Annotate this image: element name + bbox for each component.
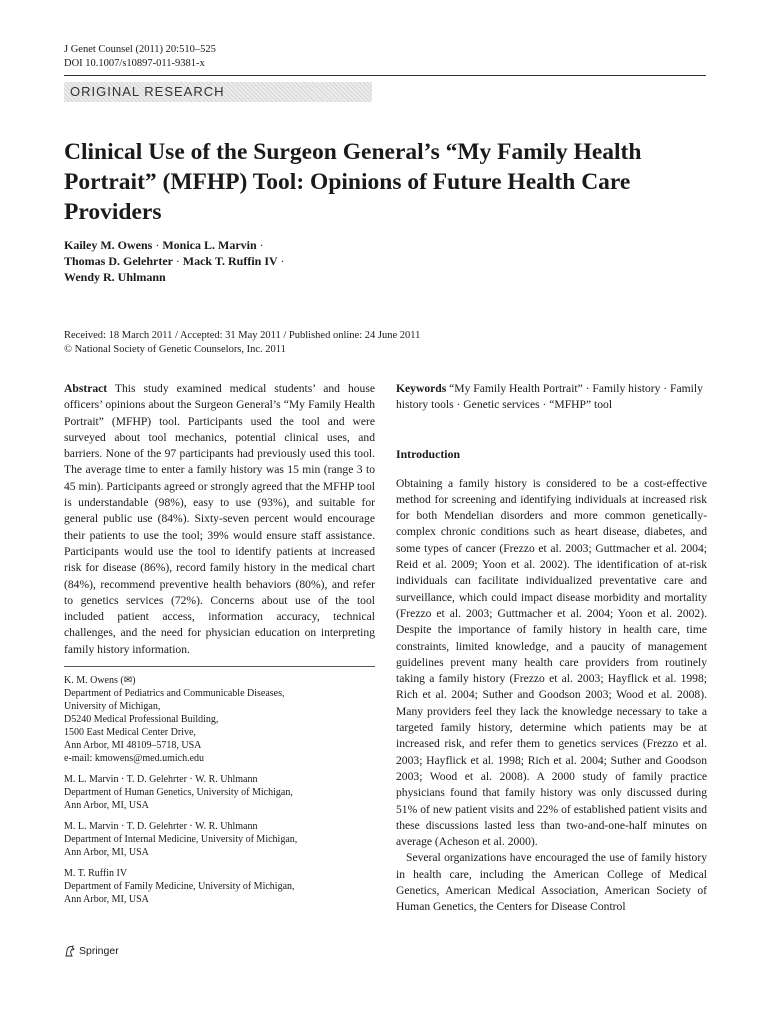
right-column [396,381,707,916]
affiliation-line: University of Michigan, [64,701,161,713]
author-name[interactable]: Thomas D. Gelehrter [64,254,173,268]
introduction-body [396,476,707,916]
affiliation-line: Ann Arbor, MI, USA [64,800,149,812]
abstract-label: Abstract [64,382,108,395]
affiliation-block [64,820,375,859]
introduction-paragraph: Obtaining a family history is considered to be a cost-effective method for screening and identifying individuals at increased risk for both Mendelian disorders and more common genetically-complex chronic conditions such as heart disease, diabetes, and some types of cancer (Frezzo et al. 2003; Guttmacher et al. 2004; Reid et al. 2009; Yoon et al. 2002). The identification of at-risk individuals can facilitate individualized preventative care and surveillance, which could impact disease morbidity and mortality (Frezzo et al. 2003; Guttmacher et al. 2004; Yoon et al. 2002). Despite the importance of family history in health care, time constraints, limited knowledge, and a paucity of management guidelines prevent many health care providers from routinely taking a family history (Frezzo et al. 2003; Hayflick et al. 1998; Rich et al. 2004; Suther and Goodson 2003; Wood et al. 2008). Many providers feel they lack the knowledge necessary to take a targeted family history, determine which patients may be at increased risk, and refer them to genetics services (Frezzo et al. 2003; Hayflick et al. 1998; Rich et al. 2004; Suther and Goodson 2003; Wood et al. 2008). A 2000 study of family practice physicians found that family history was only discussed during 51% of new patient visits and 22% of established patient visits and these discussions lasted less than two-and-one-half minutes on average (Acheson et al. 2000). [396,476,707,849]
abstract [64,381,375,658]
affiliation-line: K. M. Owens (✉) [64,675,136,687]
author-list: Kailey M. Owens · Monica L. Marvin · Thomas D. Gelehrter · Mack T. Ruffin IV · Wendy R. Uhlmann [64,238,285,284]
copyright-line: © National Society of Genetic Counselors, Inc. 2011 [64,344,286,355]
header-rule [64,75,706,76]
article-title: Clinical Use of the Surgeon General’s “My Family Health Portrait” (MFHP) Tool: Opinions of Future Health Care Providers [64,139,642,225]
introduction-heading: Introduction [396,446,461,461]
affiliation-block [64,773,375,812]
affiliation-line: M. L. Marvin · T. D. Gelehrter · W. R. Uhlmann [64,821,258,833]
springer-horse-icon [64,945,76,957]
keywords [396,381,707,414]
email-link[interactable]: e-mail: kmowens@med.umich.edu [64,753,205,765]
doi-line: DOI 10.1007/s10897-011-9381-x [64,58,205,69]
publisher-footer [64,945,119,957]
keywords-text: “My Family Health Portrait” · Family history · Family history tools · Genetic services · “MFHP” tool [396,382,703,412]
affiliation-line: Ann Arbor, MI, USA [64,847,149,859]
author-name[interactable]: Monica L. Marvin [162,238,257,252]
journal-line: J Genet Counsel (2011) 20:510–525 [64,44,216,55]
publication-dates [64,329,704,357]
history-dates: Received: 18 March 2011 / Accepted: 31 May 2011 / Published online: 24 June 2011 [64,330,421,341]
left-column [64,381,375,914]
section-tag: ORIGINAL RESEARCH [64,82,372,102]
affiliation-line: Ann Arbor, MI, USA [64,894,149,906]
affiliation-line: M. T. Ruffin IV [64,868,128,880]
affiliation-line: 1500 East Medical Center Drive, [64,727,196,739]
affiliation-divider [64,666,375,667]
affiliation-line: Department of Human Genetics, University of Michigan, [64,787,293,799]
journal-citation [64,43,216,71]
affiliation-line: Ann Arbor, MI 48109–5718, USA [64,740,202,752]
affiliation-line: Department of Pediatrics and Communicable Diseases, [64,688,285,700]
affiliation-line: Department of Internal Medicine, University of Michigan, [64,834,298,846]
affiliation-line: M. L. Marvin · T. D. Gelehrter · W. R. Uhlmann [64,774,258,786]
keywords-label: Keywords [396,382,447,395]
affiliation-line: D5240 Medical Professional Building, [64,714,219,726]
abstract-text: This study examined medical students’ and house officers’ opinions about the Surgeon General’s “My Family Health Portrait” (MFHP) tool. Participants used the tool and were surveyed about tool mechanics, potential clinical uses, and barriers. None of the 97 participants had previously used this tool. The average time to enter a family history was 15 min (range 3 to 45 min). Participants agreed or strongly agreed that the MFHP tool is understandable (98%), easy to use (93%), and suitable for general public use (84%). Sixty-seven percent would encourage their patients to use the tool; 39% would ensure staff assistance. Participants would use the tool to identify patients at increased risk for disease (86%), record family history in the medical chart (84%), recommend preventive health behaviors (80%), and refer to genetics services (72%). Concerns about use of the tool included patient access, information accuracy, technical challenges, and the need for physician education on interpreting family history information. [64,382,375,656]
author-name[interactable]: Mack T. Ruffin IV [182,254,278,268]
affiliation-block [64,867,375,906]
publisher-name: Springer [79,945,119,957]
affiliation-block [64,674,375,765]
affiliation-line: Department of Family Medicine, University of Michigan, [64,881,295,893]
author-name[interactable]: Kailey M. Owens [64,238,153,252]
author-name[interactable]: Wendy R. Uhlmann [64,270,166,284]
introduction-paragraph: Several organizations have encouraged the use of family history in health care, including the American College of Medical Genetics, American Medical Association, American Society of Human Genetics, the Centers for Disease Control [396,851,707,914]
